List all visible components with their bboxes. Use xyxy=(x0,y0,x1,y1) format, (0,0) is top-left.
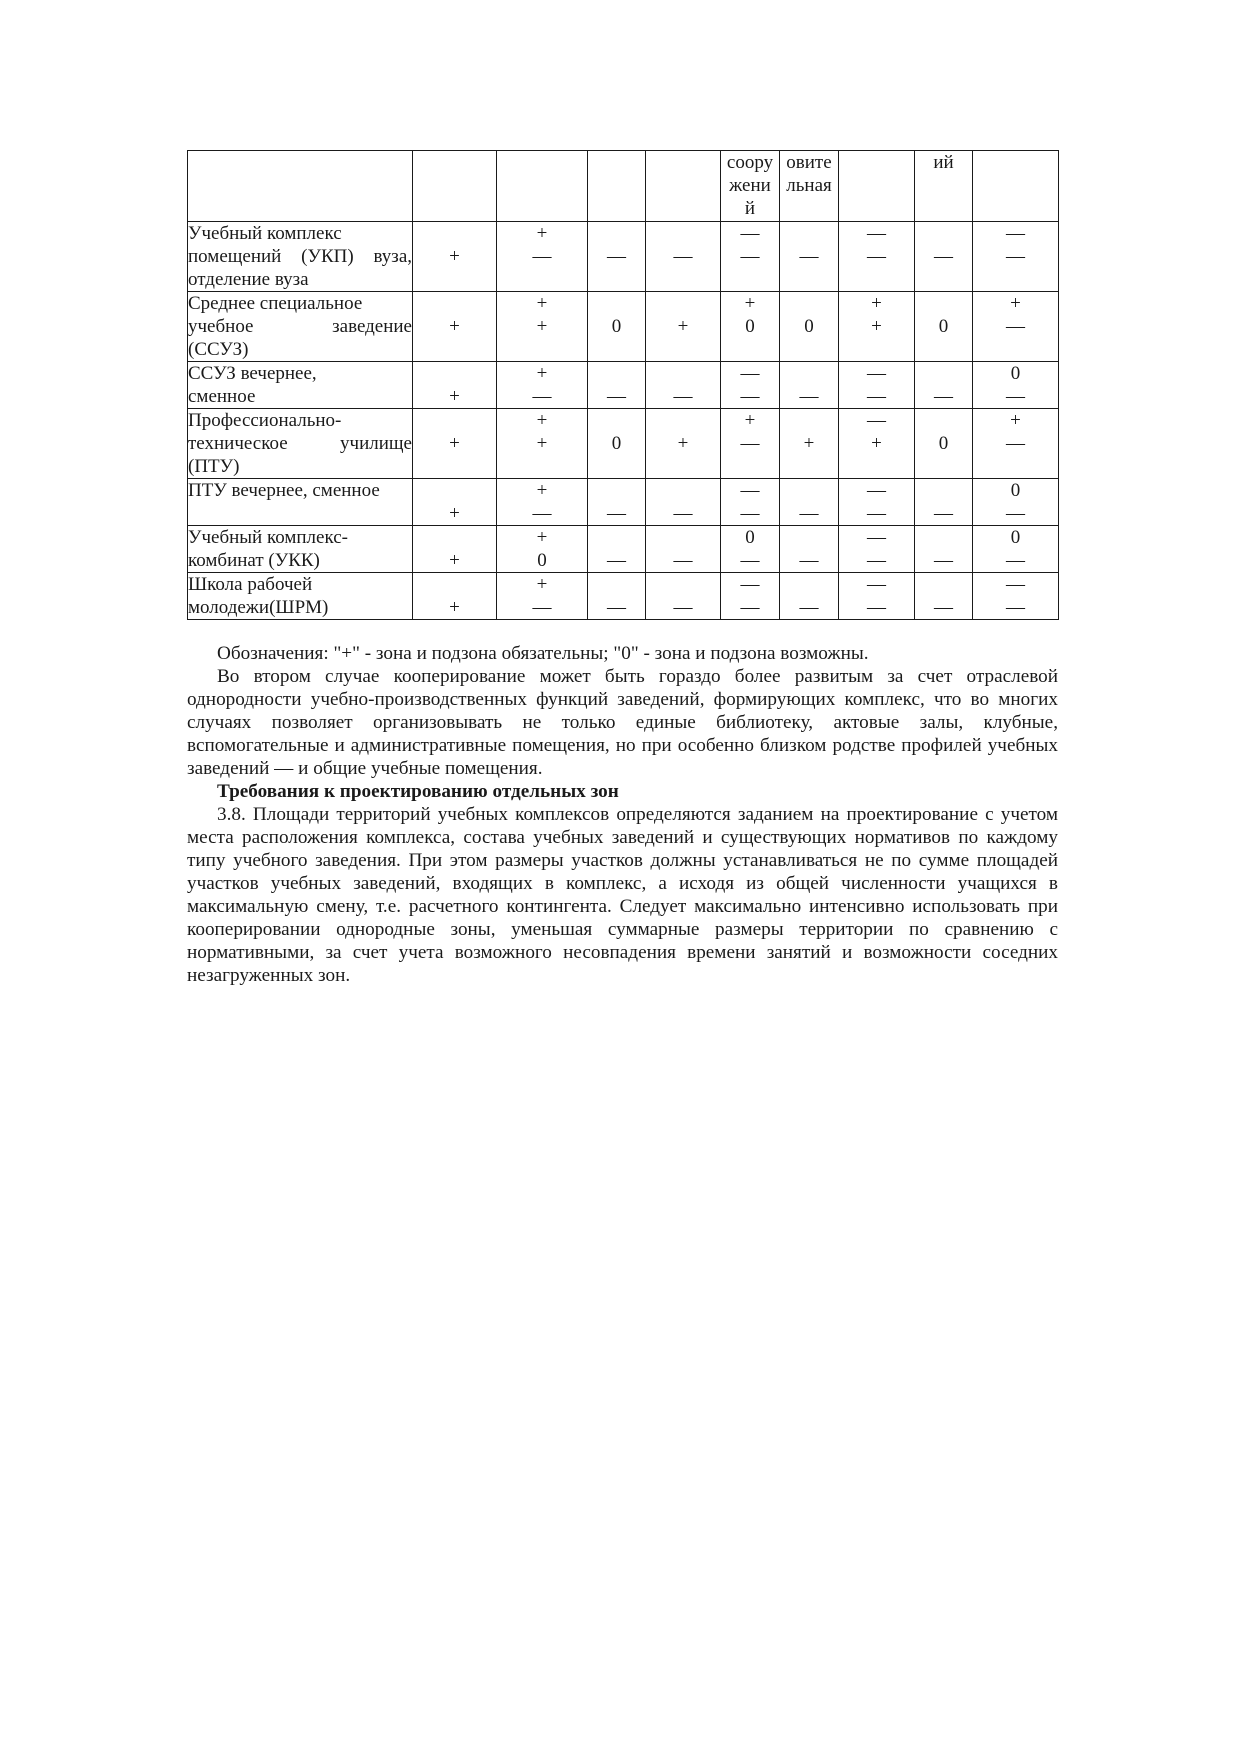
zone-symbol: 0 xyxy=(804,316,814,337)
table-row xyxy=(188,479,1059,526)
zone-cell xyxy=(497,409,588,479)
zone-symbol: — xyxy=(867,527,886,548)
row-label-line xyxy=(188,502,412,525)
row-label xyxy=(188,526,413,573)
zone-symbol xyxy=(915,573,972,596)
zone-symbol xyxy=(588,573,645,596)
zone-symbol: — xyxy=(867,503,886,524)
row-label xyxy=(188,479,413,526)
zone-symbol xyxy=(646,455,720,478)
zone-symbol xyxy=(413,362,496,385)
zone-cell xyxy=(588,292,646,362)
zone-symbol: — xyxy=(867,574,886,595)
zone-cell xyxy=(497,526,588,573)
zone-symbol xyxy=(646,268,720,291)
zone-symbol: + xyxy=(677,316,689,337)
zone-symbol: — xyxy=(673,550,693,571)
zone-symbol xyxy=(646,409,720,432)
zone-symbol xyxy=(780,222,838,245)
zone-symbol xyxy=(721,338,779,361)
row-label-line: Учебный комплекс xyxy=(188,223,342,244)
zone-symbol: + xyxy=(536,293,548,314)
row-label-line: техническое училище xyxy=(188,433,412,454)
zone-symbol xyxy=(839,268,914,291)
zone-symbol: — xyxy=(1006,597,1025,618)
zone-symbol xyxy=(413,338,496,361)
zone-symbol xyxy=(973,455,1058,478)
zone-symbol: — xyxy=(607,246,626,267)
zone-symbol: + xyxy=(677,433,689,454)
zone-symbol xyxy=(780,479,838,502)
row-label-line: Учебный комплекс- xyxy=(188,527,348,548)
zone-symbol xyxy=(497,455,587,478)
header-text: овите xyxy=(786,152,832,173)
paragraph-3-8: 3.8. Площади территорий учебных комплексов определяются заданием на проектирование с учетом места расположения комплекса, состава учебных заведений и существующих нормативов по каждому типу учебного заведения. При этом размеры участков должны устанавливаться не по сумме площадей участков учебных заведений, входящих в комплекс, а исходя из общей численности учащихся в максимальную смену, т.е. расчетного контингента. Следует максимально интенсивно использовать при кооперировании однородные зоны, уменьшая суммарные размеры территории по сравнению с нормативными, за счет учета возможного несовпадения времени занятий и возможности соседних незагруженных зон. xyxy=(187,804,1058,986)
zone-cell xyxy=(780,362,839,409)
zone-symbol xyxy=(497,338,587,361)
zone-symbol xyxy=(413,409,496,432)
zone-symbol: — xyxy=(740,480,760,501)
zone-symbol: 0 xyxy=(537,550,547,571)
zone-symbol xyxy=(588,338,645,361)
header-text: жени xyxy=(729,175,771,196)
zone-symbol: — xyxy=(607,386,626,407)
header-text: ий xyxy=(933,152,954,173)
zone-cell xyxy=(915,292,973,362)
zone-cell xyxy=(915,362,973,409)
zone-symbol: + xyxy=(449,550,460,571)
zone-symbol xyxy=(721,268,779,291)
legend-note: Обозначения: "+" - зона и подзона обязательны; "0" - зона и подзона возможны. xyxy=(217,643,869,664)
zone-cell xyxy=(497,479,588,526)
row-label-line: помещений (УКП) вуза, xyxy=(188,246,412,267)
zone-symbol: — xyxy=(740,433,760,454)
row-label xyxy=(188,292,413,362)
zone-cell xyxy=(497,222,588,292)
zone-symbol: — xyxy=(867,597,886,618)
header-cell xyxy=(413,151,497,222)
zone-symbol xyxy=(780,455,838,478)
header-text: льная xyxy=(786,175,832,196)
table-row xyxy=(188,362,1059,409)
zone-cell xyxy=(721,292,780,362)
zone-cell xyxy=(973,292,1059,362)
row-label xyxy=(188,362,413,409)
header-cell xyxy=(839,151,915,222)
zone-symbol xyxy=(646,479,720,502)
zone-cell xyxy=(588,362,646,409)
zone-symbol xyxy=(915,479,972,502)
zone-symbol xyxy=(915,268,972,291)
zone-symbol xyxy=(413,573,496,596)
zone-symbol: — xyxy=(1006,246,1025,267)
zone-symbol: + xyxy=(871,433,882,454)
zone-symbol xyxy=(646,362,720,385)
table-row xyxy=(188,409,1059,479)
zone-cell xyxy=(646,526,721,573)
zone-cell xyxy=(646,573,721,620)
zone-cell xyxy=(646,292,721,362)
row-label xyxy=(188,222,413,292)
row-label-line: Среднее специальное xyxy=(188,293,363,314)
zone-cell xyxy=(839,479,915,526)
zone-symbol xyxy=(780,573,838,596)
row-label xyxy=(188,573,413,620)
paragraph-cooperation: Во втором случае кооперирование может быть гораздо более развитым за счет отраслевой однородности учебно-производственных функций заведений, формирующих комплекс, что во многих случаях позволяет организовывать не только единые библиотеку, актовые залы, клубные, вспомогательные и административные помещения, но при особенно близком родстве профилей учебных заведений — и общие учебные помещения. xyxy=(187,666,1058,779)
header-cell xyxy=(721,151,780,222)
zone-cell xyxy=(915,409,973,479)
zone-symbol xyxy=(413,479,496,502)
zone-symbol xyxy=(780,362,838,385)
zone-symbol: — xyxy=(740,246,760,267)
zone-symbol: — xyxy=(532,503,552,524)
zone-cell xyxy=(646,409,721,479)
zone-symbol xyxy=(973,338,1058,361)
zone-symbol: — xyxy=(867,223,886,244)
zone-symbol xyxy=(915,338,972,361)
zone-symbol: — xyxy=(607,550,626,571)
zone-cell xyxy=(839,526,915,573)
zone-symbol: — xyxy=(934,597,953,618)
zone-symbol xyxy=(413,526,496,549)
zone-symbol: — xyxy=(532,246,552,267)
zone-cell xyxy=(839,362,915,409)
zone-symbol xyxy=(839,338,914,361)
zone-cell xyxy=(839,573,915,620)
zone-symbol xyxy=(646,526,720,549)
zone-symbol: — xyxy=(934,246,953,267)
zone-symbol xyxy=(413,222,496,245)
zone-symbol xyxy=(413,292,496,315)
zone-cell xyxy=(413,409,497,479)
zone-symbol: 0 xyxy=(938,433,949,454)
zone-symbol: — xyxy=(867,363,886,384)
row-label-line: молодежи(ШРМ) xyxy=(188,597,329,618)
zone-symbol: + xyxy=(744,293,756,314)
zone-cell xyxy=(721,479,780,526)
zone-symbol xyxy=(839,455,914,478)
zone-symbol xyxy=(588,526,645,549)
row-label-line: Школа рабочей xyxy=(188,574,313,595)
zone-symbol: — xyxy=(934,386,953,407)
zone-symbol: — xyxy=(740,386,760,407)
zone-cell xyxy=(839,409,915,479)
table-header-row xyxy=(188,151,1059,222)
zone-symbol xyxy=(646,292,720,315)
row-label xyxy=(188,409,413,479)
zone-symbol: + xyxy=(449,597,460,618)
zone-symbol: — xyxy=(934,550,953,571)
header-cell xyxy=(915,151,973,222)
zone-symbol: — xyxy=(607,597,626,618)
row-label-line: Профессионально- xyxy=(188,410,342,431)
section-heading: Требования к проектированию отдельных зон xyxy=(217,781,619,802)
zone-cell xyxy=(497,362,588,409)
zone-symbol: — xyxy=(867,480,886,501)
zone-symbol: — xyxy=(740,597,760,618)
zone-symbol xyxy=(588,409,645,432)
zone-cell xyxy=(973,479,1059,526)
zone-symbol: — xyxy=(740,550,760,571)
zone-symbol: 0 xyxy=(1010,363,1021,384)
zone-symbol: + xyxy=(449,433,460,454)
zone-cell xyxy=(780,409,839,479)
zone-symbol: — xyxy=(1006,223,1025,244)
zone-symbol: — xyxy=(1006,503,1025,524)
zone-symbol: — xyxy=(867,246,886,267)
zone-symbol: — xyxy=(1006,574,1025,595)
zone-cell xyxy=(413,526,497,573)
zone-symbol: + xyxy=(449,316,460,337)
zone-symbol xyxy=(588,292,645,315)
zone-symbol xyxy=(721,455,779,478)
zone-symbol xyxy=(588,479,645,502)
zone-symbol xyxy=(780,338,838,361)
zone-symbol xyxy=(780,268,838,291)
zone-symbol xyxy=(780,292,838,315)
zone-cell xyxy=(780,526,839,573)
zone-cell xyxy=(646,222,721,292)
zone-symbol xyxy=(780,526,838,549)
zone-cell xyxy=(915,526,973,573)
header-cell xyxy=(973,151,1059,222)
zone-symbol: — xyxy=(1006,433,1025,454)
zone-cell xyxy=(915,573,973,620)
header-cell xyxy=(588,151,646,222)
zone-symbol xyxy=(915,409,972,432)
zone-symbol: + xyxy=(536,316,548,337)
zone-symbol: — xyxy=(799,597,819,618)
zone-symbol xyxy=(915,292,972,315)
zone-symbol xyxy=(588,222,645,245)
zone-symbol: 0 xyxy=(1010,527,1021,548)
zone-symbol: + xyxy=(744,410,756,431)
zone-symbol: + xyxy=(449,386,460,407)
zones-table-body xyxy=(188,151,1059,620)
zone-symbol: — xyxy=(740,503,760,524)
zone-symbol: + xyxy=(871,316,882,337)
zone-symbol xyxy=(646,573,720,596)
zone-cell xyxy=(497,292,588,362)
row-label-line: отделение вуза xyxy=(188,269,309,290)
zone-symbol: — xyxy=(673,386,693,407)
zone-symbol: 0 xyxy=(611,316,622,337)
zone-cell xyxy=(973,362,1059,409)
zone-cell xyxy=(646,362,721,409)
header-text: соору xyxy=(726,152,774,173)
zone-cell xyxy=(973,222,1059,292)
zone-cell xyxy=(721,573,780,620)
zone-symbol: + xyxy=(536,363,548,384)
zone-symbol: + xyxy=(1010,410,1021,431)
zone-symbol: + xyxy=(536,223,548,244)
zone-symbol: 0 xyxy=(745,316,755,337)
zone-symbol: + xyxy=(536,574,548,595)
zone-symbol: — xyxy=(673,503,693,524)
zone-cell xyxy=(588,573,646,620)
zone-symbol: + xyxy=(1010,293,1021,314)
zone-symbol: — xyxy=(799,386,819,407)
zone-symbol: 0 xyxy=(611,433,622,454)
zone-symbol xyxy=(780,409,838,432)
zone-symbol xyxy=(588,362,645,385)
zone-symbol: — xyxy=(1006,316,1025,337)
row-label-line: комбинат (УКК) xyxy=(188,550,320,571)
zone-symbol xyxy=(588,455,645,478)
zone-symbol: — xyxy=(934,503,953,524)
row-label-line: сменное xyxy=(188,386,256,407)
table-row xyxy=(188,526,1059,573)
zone-cell xyxy=(973,573,1059,620)
table-row xyxy=(188,573,1059,620)
table-row xyxy=(188,222,1059,292)
zone-cell xyxy=(721,222,780,292)
zone-cell xyxy=(915,479,973,526)
zone-cell xyxy=(413,222,497,292)
zone-cell xyxy=(839,222,915,292)
zone-cell xyxy=(780,479,839,526)
zone-symbol: — xyxy=(799,550,819,571)
zone-symbol: — xyxy=(673,246,693,267)
zone-symbol: — xyxy=(532,597,552,618)
zone-symbol: + xyxy=(449,246,460,267)
zone-cell xyxy=(721,526,780,573)
zone-cell xyxy=(413,362,497,409)
header-cell xyxy=(780,151,839,222)
zone-symbol xyxy=(915,362,972,385)
zone-symbol: — xyxy=(532,386,552,407)
zone-symbol: + xyxy=(536,433,548,454)
row-label-line: учебное заведение xyxy=(188,316,412,337)
zone-cell xyxy=(497,573,588,620)
zone-symbol: — xyxy=(867,386,886,407)
zone-cell xyxy=(780,573,839,620)
zone-cell xyxy=(588,222,646,292)
zone-symbol xyxy=(497,268,587,291)
zone-cell xyxy=(721,362,780,409)
zone-symbol xyxy=(413,455,496,478)
zone-symbol: + xyxy=(536,480,548,501)
zone-cell xyxy=(915,222,973,292)
zone-symbol xyxy=(646,338,720,361)
zone-symbol xyxy=(413,268,496,291)
zone-symbol: — xyxy=(607,503,626,524)
table-row xyxy=(188,292,1059,362)
zone-cell xyxy=(588,526,646,573)
zone-symbol: — xyxy=(1006,550,1025,571)
zone-symbol: 0 xyxy=(1010,480,1021,501)
zone-cell xyxy=(588,409,646,479)
zone-symbol: + xyxy=(536,410,548,431)
zone-symbol xyxy=(915,222,972,245)
zone-cell xyxy=(780,292,839,362)
zone-cell xyxy=(721,409,780,479)
zone-cell xyxy=(973,409,1059,479)
zone-symbol: — xyxy=(740,223,760,244)
zone-cell xyxy=(413,573,497,620)
row-label-line: (ССУЗ) xyxy=(188,339,249,360)
zone-symbol: + xyxy=(449,503,460,524)
zone-symbol: — xyxy=(1006,386,1025,407)
zone-symbol: 0 xyxy=(745,527,755,548)
zone-symbol xyxy=(588,268,645,291)
zone-symbol: — xyxy=(740,363,760,384)
zone-symbol: 0 xyxy=(938,316,949,337)
zone-cell xyxy=(780,222,839,292)
row-label-line: ССУЗ вечернее, xyxy=(188,363,317,384)
zone-symbol xyxy=(915,455,972,478)
zone-symbol: + xyxy=(803,433,815,454)
zone-symbol xyxy=(915,526,972,549)
zone-symbol: — xyxy=(867,550,886,571)
document-page xyxy=(187,150,1058,987)
zone-cell xyxy=(413,292,497,362)
zone-cell xyxy=(973,526,1059,573)
zone-cell xyxy=(413,479,497,526)
zone-symbol: + xyxy=(536,527,548,548)
zone-cell xyxy=(646,479,721,526)
header-cell xyxy=(646,151,721,222)
zone-symbol: — xyxy=(799,246,819,267)
row-label-line: ПТУ вечернее, сменное xyxy=(188,480,380,501)
header-text: й xyxy=(744,198,756,219)
zone-symbol: — xyxy=(799,503,819,524)
zone-symbol: — xyxy=(740,574,760,595)
zone-symbol: — xyxy=(673,597,693,618)
zone-symbol xyxy=(973,268,1058,291)
header-cell xyxy=(497,151,588,222)
zone-symbol: + xyxy=(871,293,882,314)
row-label-line: (ПТУ) xyxy=(188,456,240,477)
zones-table xyxy=(187,150,1059,620)
zone-cell xyxy=(588,479,646,526)
header-cell xyxy=(188,151,413,222)
zone-symbol: — xyxy=(867,410,886,431)
zone-cell xyxy=(839,292,915,362)
zone-symbol xyxy=(646,222,720,245)
